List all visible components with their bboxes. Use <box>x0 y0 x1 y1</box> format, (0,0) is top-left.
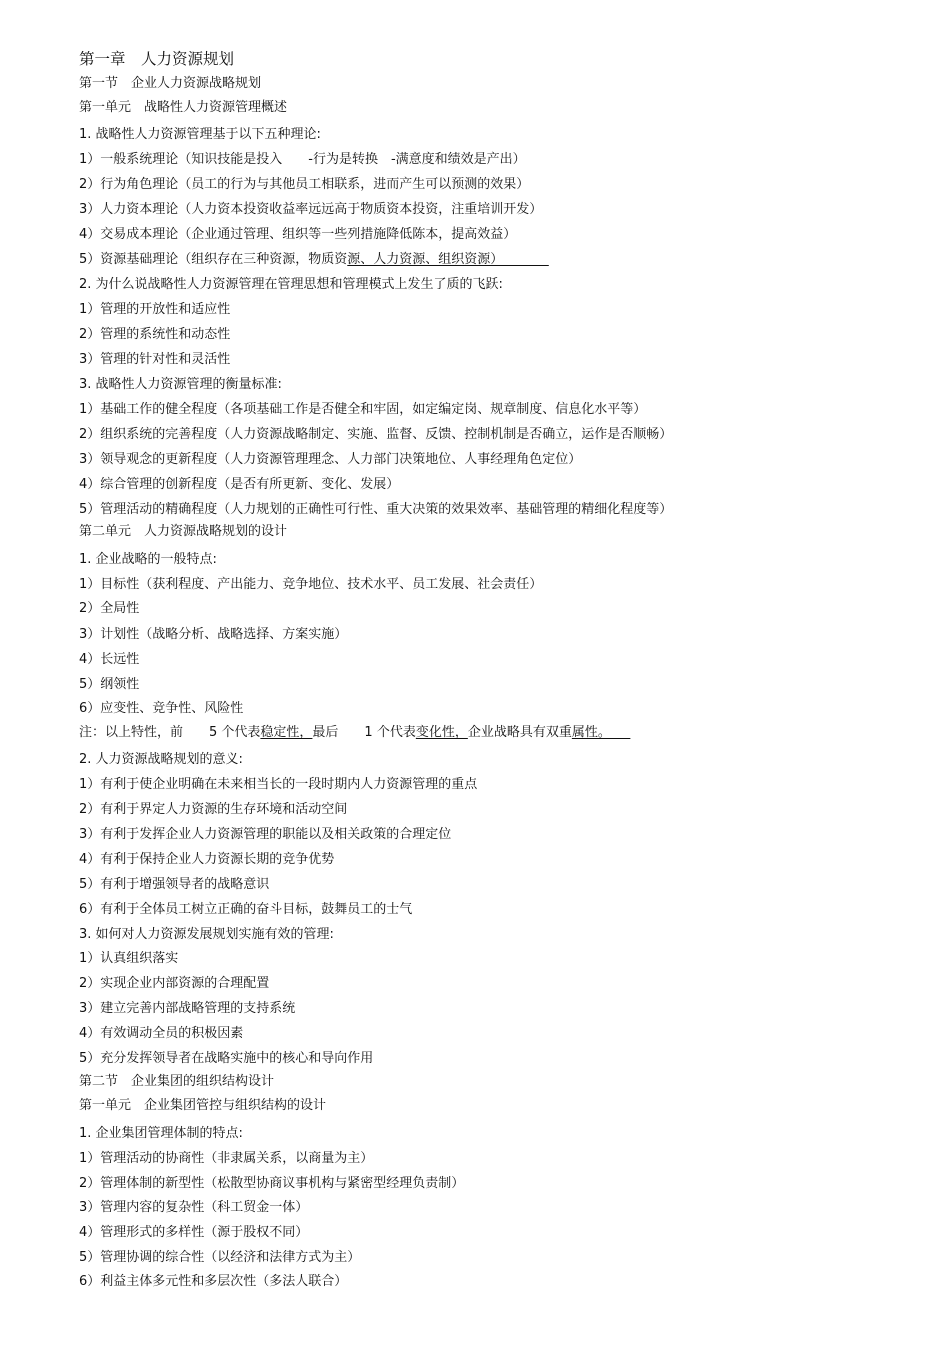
unit-title-2: 第二单元 人力资源战略规划的设计 <box>79 524 288 539</box>
list-item: 3）管理内容的复杂性（科工贸金一体） <box>79 1200 309 1215</box>
unit-title-1: 第一单元 战略性人力资源管理概述 <box>79 100 288 115</box>
list-item: 4）有效调动全员的积极因素 <box>79 1026 244 1041</box>
list-item: 5）有利于增强领导者的战略意识 <box>79 877 270 892</box>
list-item: 5）管理活动的精确程度（人力规划的正确性可行性、重大决策的效果效率、基础管理的精细化程度等） <box>79 502 673 517</box>
note-text: 最后 1 个代表 <box>312 725 416 740</box>
section-title-2: 第二节 企业集团的组织结构设计 <box>79 1074 275 1089</box>
question-heading: 1. 企业集团管理体制的特点: <box>79 1126 243 1141</box>
list-item: 2）组织系统的完善程度（人力资源战略制定、实施、监督、反馈、控制机制是否确立，运作是否顺畅） <box>79 427 673 442</box>
list-item: 3）有利于发挥企业人力资源管理的职能以及相关政策的合理定位 <box>79 827 452 842</box>
list-item: 3）人力资本理论（人力资本投资收益率远远高于物质资本投资，注重培训开发） <box>79 202 543 217</box>
note-text: 企业战略具有双重 <box>467 725 572 740</box>
list-item: 1）管理的开放性和适应性 <box>79 302 231 317</box>
list-item: 3）建立完善内部战略管理的支持系统 <box>79 1001 296 1016</box>
list-item: 6）有利于全体员工树立正确的奋斗目标，鼓舞员工的士气 <box>79 902 413 917</box>
list-item: 4）长远性 <box>79 652 140 667</box>
list-item: 4）管理形式的多样性（源于股权不同） <box>79 1225 309 1240</box>
list-item: 1）有利于使企业明确在未来相当长的一段时期内人力资源管理的重点 <box>79 777 478 792</box>
question-heading: 2. 人力资源战略规划的意义: <box>79 752 243 767</box>
section-title-1: 第一节 企业人力资源战略规划 <box>79 76 262 91</box>
list-item: 5）管理协调的综合性（以经济和法律方式为主） <box>79 1250 361 1265</box>
note-text: 注：以上特性，前 5 个代表 <box>79 725 261 740</box>
underlined-text: 变化性， <box>415 725 468 740</box>
list-item: 2）管理体制的新型性（松散型协商议事机构与紧密型经理负责制） <box>79 1176 465 1191</box>
list-item: 3）计划性（战略分析、战略选择、方案实施） <box>79 627 348 642</box>
underlined-text: 属性。 <box>571 725 631 740</box>
question-heading: 2. 为什么说战略性人力资源管理在管理思想和管理模式上发生了质的飞跃: <box>79 277 503 292</box>
question-heading: 3. 如何对人力资源发展规划实施有效的管理: <box>79 927 334 942</box>
list-item: 1）管理活动的协商性（非隶属关系，以商量为主） <box>79 1151 374 1166</box>
list-item: 1）目标性（获利程度、产出能力、竞争地位、技术水平、员工发展、社会责任） <box>79 577 543 592</box>
list-item: 3）管理的针对性和灵活性 <box>79 352 231 367</box>
list-item: 5）充分发挥领导者在战略实施中的核心和导向作用 <box>79 1051 374 1066</box>
question-heading: 1. 企业战略的一般特点: <box>79 552 217 567</box>
list-item: 4）交易成本理论（企业通过管理、组织等一些列措施降低陈本，提高效益） <box>79 227 517 242</box>
list-item: 1）认真组织落实 <box>79 951 179 966</box>
list-item: 6）利益主体多元性和多层次性（多法人联合） <box>79 1274 348 1289</box>
list-item: 1）一般系统理论（知识技能是投入 -行为是转换 -满意度和绩效是产出） <box>79 152 526 167</box>
unit-title-3: 第一单元 企业集团管控与组织结构的设计 <box>79 1098 327 1113</box>
list-item: 2）行为角色理论（员工的行为与其他员工相联系，进而产生可以预测的效果） <box>79 177 530 192</box>
underlined-text: 源、人力资源、组织资源） <box>347 252 549 267</box>
list-item: 2）全局性 <box>79 601 140 616</box>
list-item: 4）有利于保持企业人力资源长期的竞争优势 <box>79 852 335 867</box>
list-item: 2）实现企业内部资源的合理配置 <box>79 976 270 991</box>
list-item <box>79 251 549 269</box>
chapter-title: 第一章 人力资源规划 <box>79 50 235 68</box>
list-item: 4）综合管理的创新程度（是否有所更新、变化、发展） <box>79 477 400 492</box>
list-item: 5）纲领性 <box>79 677 140 692</box>
question-heading: 1. 战略性人力资源管理基于以下五种理论: <box>79 127 321 142</box>
list-item-text: 5）资源基础理论（组织存在三种资源，物质资 <box>79 252 348 267</box>
list-item: 2）管理的系统性和动态性 <box>79 327 231 342</box>
list-item: 3）领导观念的更新程度（人力资源管理理念、人力部门决策地位、人事经理角色定位） <box>79 452 582 467</box>
list-item: 1）基础工作的健全程度（各项基础工作是否健全和牢固，如定编定岗、规章制度、信息化水平等） <box>79 402 647 417</box>
list-item: 2）有利于界定人力资源的生存环境和活动空间 <box>79 802 348 817</box>
underlined-text: 稳定性， <box>260 725 313 740</box>
question-heading: 3. 战略性人力资源管理的衡量标准: <box>79 377 282 392</box>
note-line <box>79 724 630 742</box>
list-item: 6）应变性、竞争性、风险性 <box>79 701 244 716</box>
